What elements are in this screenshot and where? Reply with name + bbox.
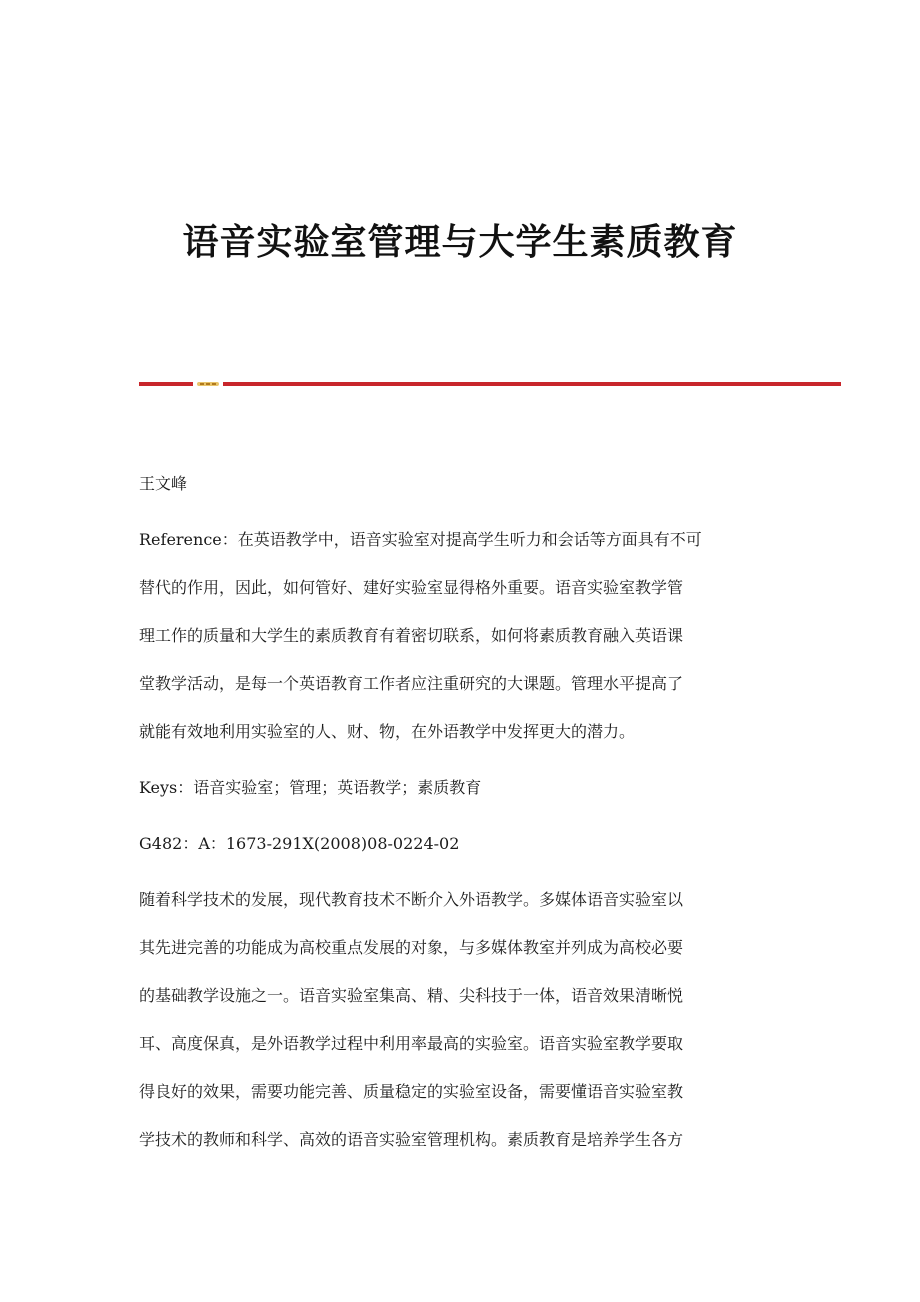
title-divider: [139, 380, 841, 388]
document-title: 语音实验室管理与大学生素质教育: [182, 222, 738, 263]
divider-bar-right: [223, 382, 841, 386]
reference-line: 就能有效地利用实验室的人、财、物，在外语教学中发挥更大的潜力。: [139, 722, 636, 741]
body-line: 耳、高度保真，是外语教学过程中利用率最高的实验室。语音实验室教学要取: [139, 1034, 684, 1053]
keywords: Keys：语音实验室；管理；英语教学；素质教育: [139, 778, 482, 797]
classification-code: G482：A：1673-291X(2008)08-0224-02: [139, 834, 460, 853]
body-line: 得良好的效果，需要功能完善、质量稳定的实验室设备，需要懂语音实验室教: [139, 1082, 684, 1101]
body-line: 的基础教学设施之一。语音实验室集高、精、尖科技于一体，语音效果清晰悦: [139, 986, 684, 1005]
reference-line: 替代的作用，因此，如何管好、建好实验室显得格外重要。语音实验室教学管: [139, 578, 684, 597]
divider-bar-left: [139, 382, 193, 386]
reference-line: 理工作的质量和大学生的素质教育有着密切联系，如何将素质教育融入英语课: [139, 626, 684, 645]
reference-line: 堂教学活动，是每一个英语教育工作者应注重研究的大课题。管理水平提高了: [139, 674, 684, 693]
divider-ornament-icon: [197, 381, 219, 387]
reference-line: Reference：在英语教学中，语音实验室对提高学生听力和会话等方面具有不可: [139, 530, 702, 549]
reference-abstract: [139, 530, 784, 770]
body-line: 学技术的教师和科学、高效的语音实验室管理机构。素质教育是培养学生各方: [139, 1130, 684, 1149]
body-paragraph: [139, 890, 784, 1178]
body-line: 随着科学技术的发展，现代教育技术不断介入外语教学。多媒体语音实验室以: [139, 890, 684, 909]
body-line: 其先进完善的功能成为高校重点发展的对象，与多媒体教室并列成为高校必要: [139, 938, 684, 957]
author: 王文峰: [139, 474, 188, 493]
